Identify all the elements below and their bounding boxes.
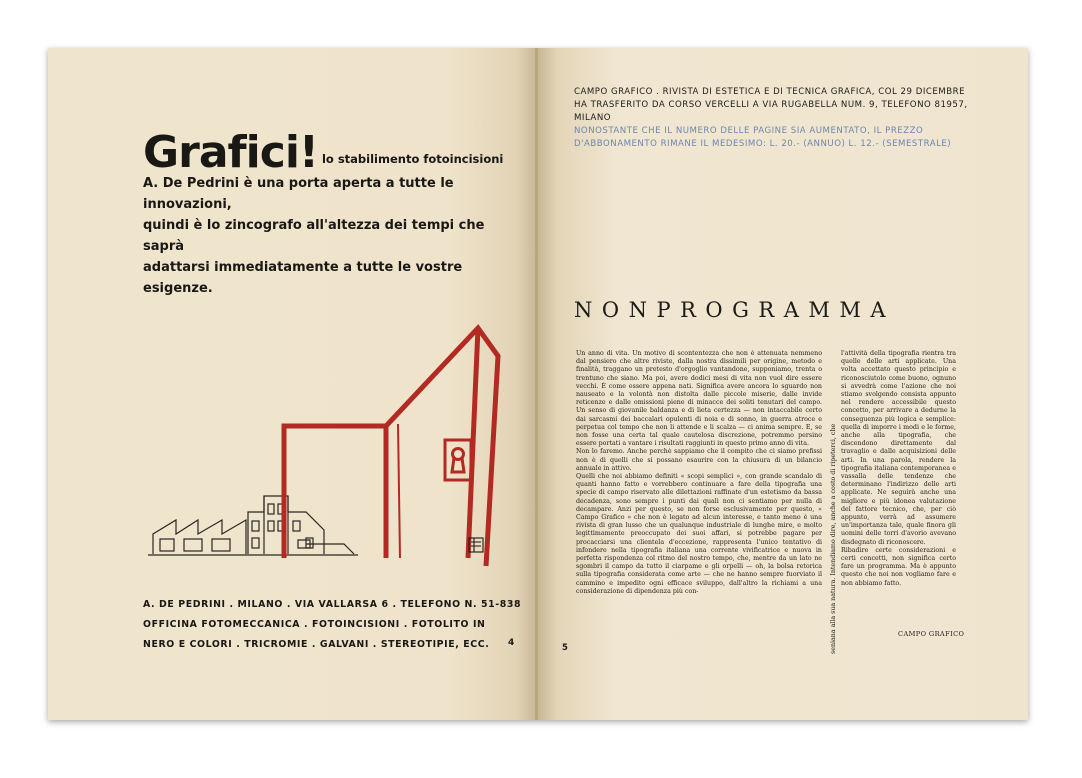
footer-line-3: NERO E COLORI . TRICROMIE . GALVANI . STEREOTIPIE, ECC. [143,639,490,650]
article-column-2 [841,350,956,650]
price-line-1: NONOSTANTE CHE IL NUMERO DELLE PAGINE SIA AUMENTATO, IL PREZZO [574,126,924,136]
paragraph: l'attività della tipografia rientra tra quelle delle arti applicate. Una volta accettato questo principio e riconosciutolo come buono, ognuno si avvedrà come l'azione che noi stiamo svolgendo consista appunto nel rendere accessibile questo concetto, per arrivare a dedurne la conseguenza più logica e semplice: quella di imporre i modi e le forme, anche alla tipografia, che discendono direttamente dal travaglio e dalle acquisizioni delle arti. In una parola, rendere la tipografia italiana contemporanea e vassalla delle tendenze che determinano l'indirizzo delle arti applicate. Ne seguirà anche una migliore e più idonea valutazione del fattore tecnico, che, per ciò appunto, verrà ad assumere un'importanza tale, quale finora gli uomini delle torri d'avorio avevano disdegnato di riconoscere. [841,350,956,546]
paragraph: Ribadire certe considerazioni e certi concetti, non significa certo fare un programma. Ma è appunto questo che noi non vogliamo fare e non abbiamo fatto. [841,546,956,587]
paragraph: Quelli che noi abbiamo definiti « scopi semplici », con grande scandalo di quanti hanno fatto e vorrebbero continuare a fare della tipografia una specie di campo riservato alle dilettazioni raffinate d'un estetismo da bassa decadenza, sono sempre i punti dai quali non ci sentiamo per nulla di decampare. Anzi per questo, se non forse esclusivamente per questo, « Campo Grafico » che non è legato ad alcun interesse, e tanto meno è una rivista di gran lusso che un qualunque industriale di lunghe mire, e molto legittimamente preoccupato dei suoi affari, si potrebbe pagare per procacciarsi una clientela d'eccezione, rappresenta l'unico tentativo di infondere nella tipografia italiana una corrente vivificatrice e nuova in perfetta rispondenza col ritmo del nostro tempo, che, mentre da un lato ne sgombri il campo da tutto il ciarpame e gli orpelli — oh, la bolsa retorica sulla tipografia considerata come arte — che ne hanno sempre fuorviato il cammino e impedito ogni efficace sviluppo, dall'altro la richiami a una considerazione di dipendenza più con- [576,473,822,595]
page-number-left: 4 [508,638,515,648]
red-door-frame [284,328,498,566]
door-factory-illustration [148,276,518,572]
advertisement-headline [143,127,523,299]
masthead-notice [574,86,974,151]
right-page [538,48,1028,720]
headline-lead: lo stabilimento fotoincisioni [321,152,504,166]
price-line-2: D'ABBONAMENTO RIMANE IL MEDESIMO: L. 20.- (ANNUO) L. 12.- (SEMESTRALE) [574,139,952,149]
advertisement-footer [143,595,523,655]
headline-line-1: A. De Pedrini è una porta aperta a tutte le innovazioni, [143,176,454,212]
magazine-spread [48,48,1028,720]
article-title: NONPROGRAMMA [574,298,896,322]
article-signature: CAMPO GRAFICO [898,630,965,638]
headline-line-3: adattarsi immediatamente a tutte le vostre esigenze. [143,260,463,296]
article-column-1 [576,350,822,658]
paragraph: Non lo faremo. Anche perchè sappiamo che il compito che ci siamo prefissi non è di quelli che si possano esaurire con la chiusura di un bilancio annuale in attivo. [576,448,822,472]
notice-line-2: HA TRASFERITO DA CORSO VERCELLI A VIA RUGABELLA NUM. 9, TELEFONO 81957, MILANO [574,100,968,123]
headline-grafici: Grafici! [143,127,318,178]
keyhole-plate [445,440,471,480]
notice-line-1: CAMPO GRAFICO . RIVISTA DI ESTETICA E DI TECNICA GRAFICA, COL 29 DICEMBRE [574,87,966,97]
footer-line-2: OFFICINA FOTOMECCANICA . FOTOINCISIONI . FOTOLITO IN [143,619,486,630]
left-page [48,48,536,720]
vertical-text-strip [830,354,840,654]
page-number-right: 5 [562,643,568,653]
factory-drawing [148,496,358,555]
vertical-text: seniana alla sua natura. Intendiamo dire, anche a costo di ripeterci, che [830,423,837,654]
paragraph: Un anno di vita. Un motivo di scontentezza che non è attenuata nemmeno dal pensiero che altre riviste, dalla nostra dissimili per origine, metodo e finalità, traggano un pretesto d'orgoglio vantandone, supponiamo, trenta o trentuno che siano. Ma poi, avere dodici mesi di vita non vuol dire essere vecchi. È come essere appena nati. Significa avere ancora lo sguardo non nauseato e la volontà non distolta dalle piccole miserie, dalle invide reticenze e dalle omissioni piene di minacce dei soliti tenutari del campo. Un senso di giovanile baldanza e di lieta certezza — non intaccabile certo dai sarcasmi dei baccalari opulenti di noia e di sonno, in guerra atroce e perpetua col tempo che non li attende e li scalza — ci anima sempre. E, se non fosse una certa tal quale cautelosa discrezione, potremmo persino essere portati a vantare i risultati raggiunti in questo primo anno di vita. [576,350,822,448]
footer-line-1: A. DE PEDRINI . MILANO . VIA VALLARSA 6 . TELEFONO N. 51-838 [143,599,522,610]
headline-line-2: quindi è lo zincografo all'altezza dei tempi che saprà [143,218,485,254]
